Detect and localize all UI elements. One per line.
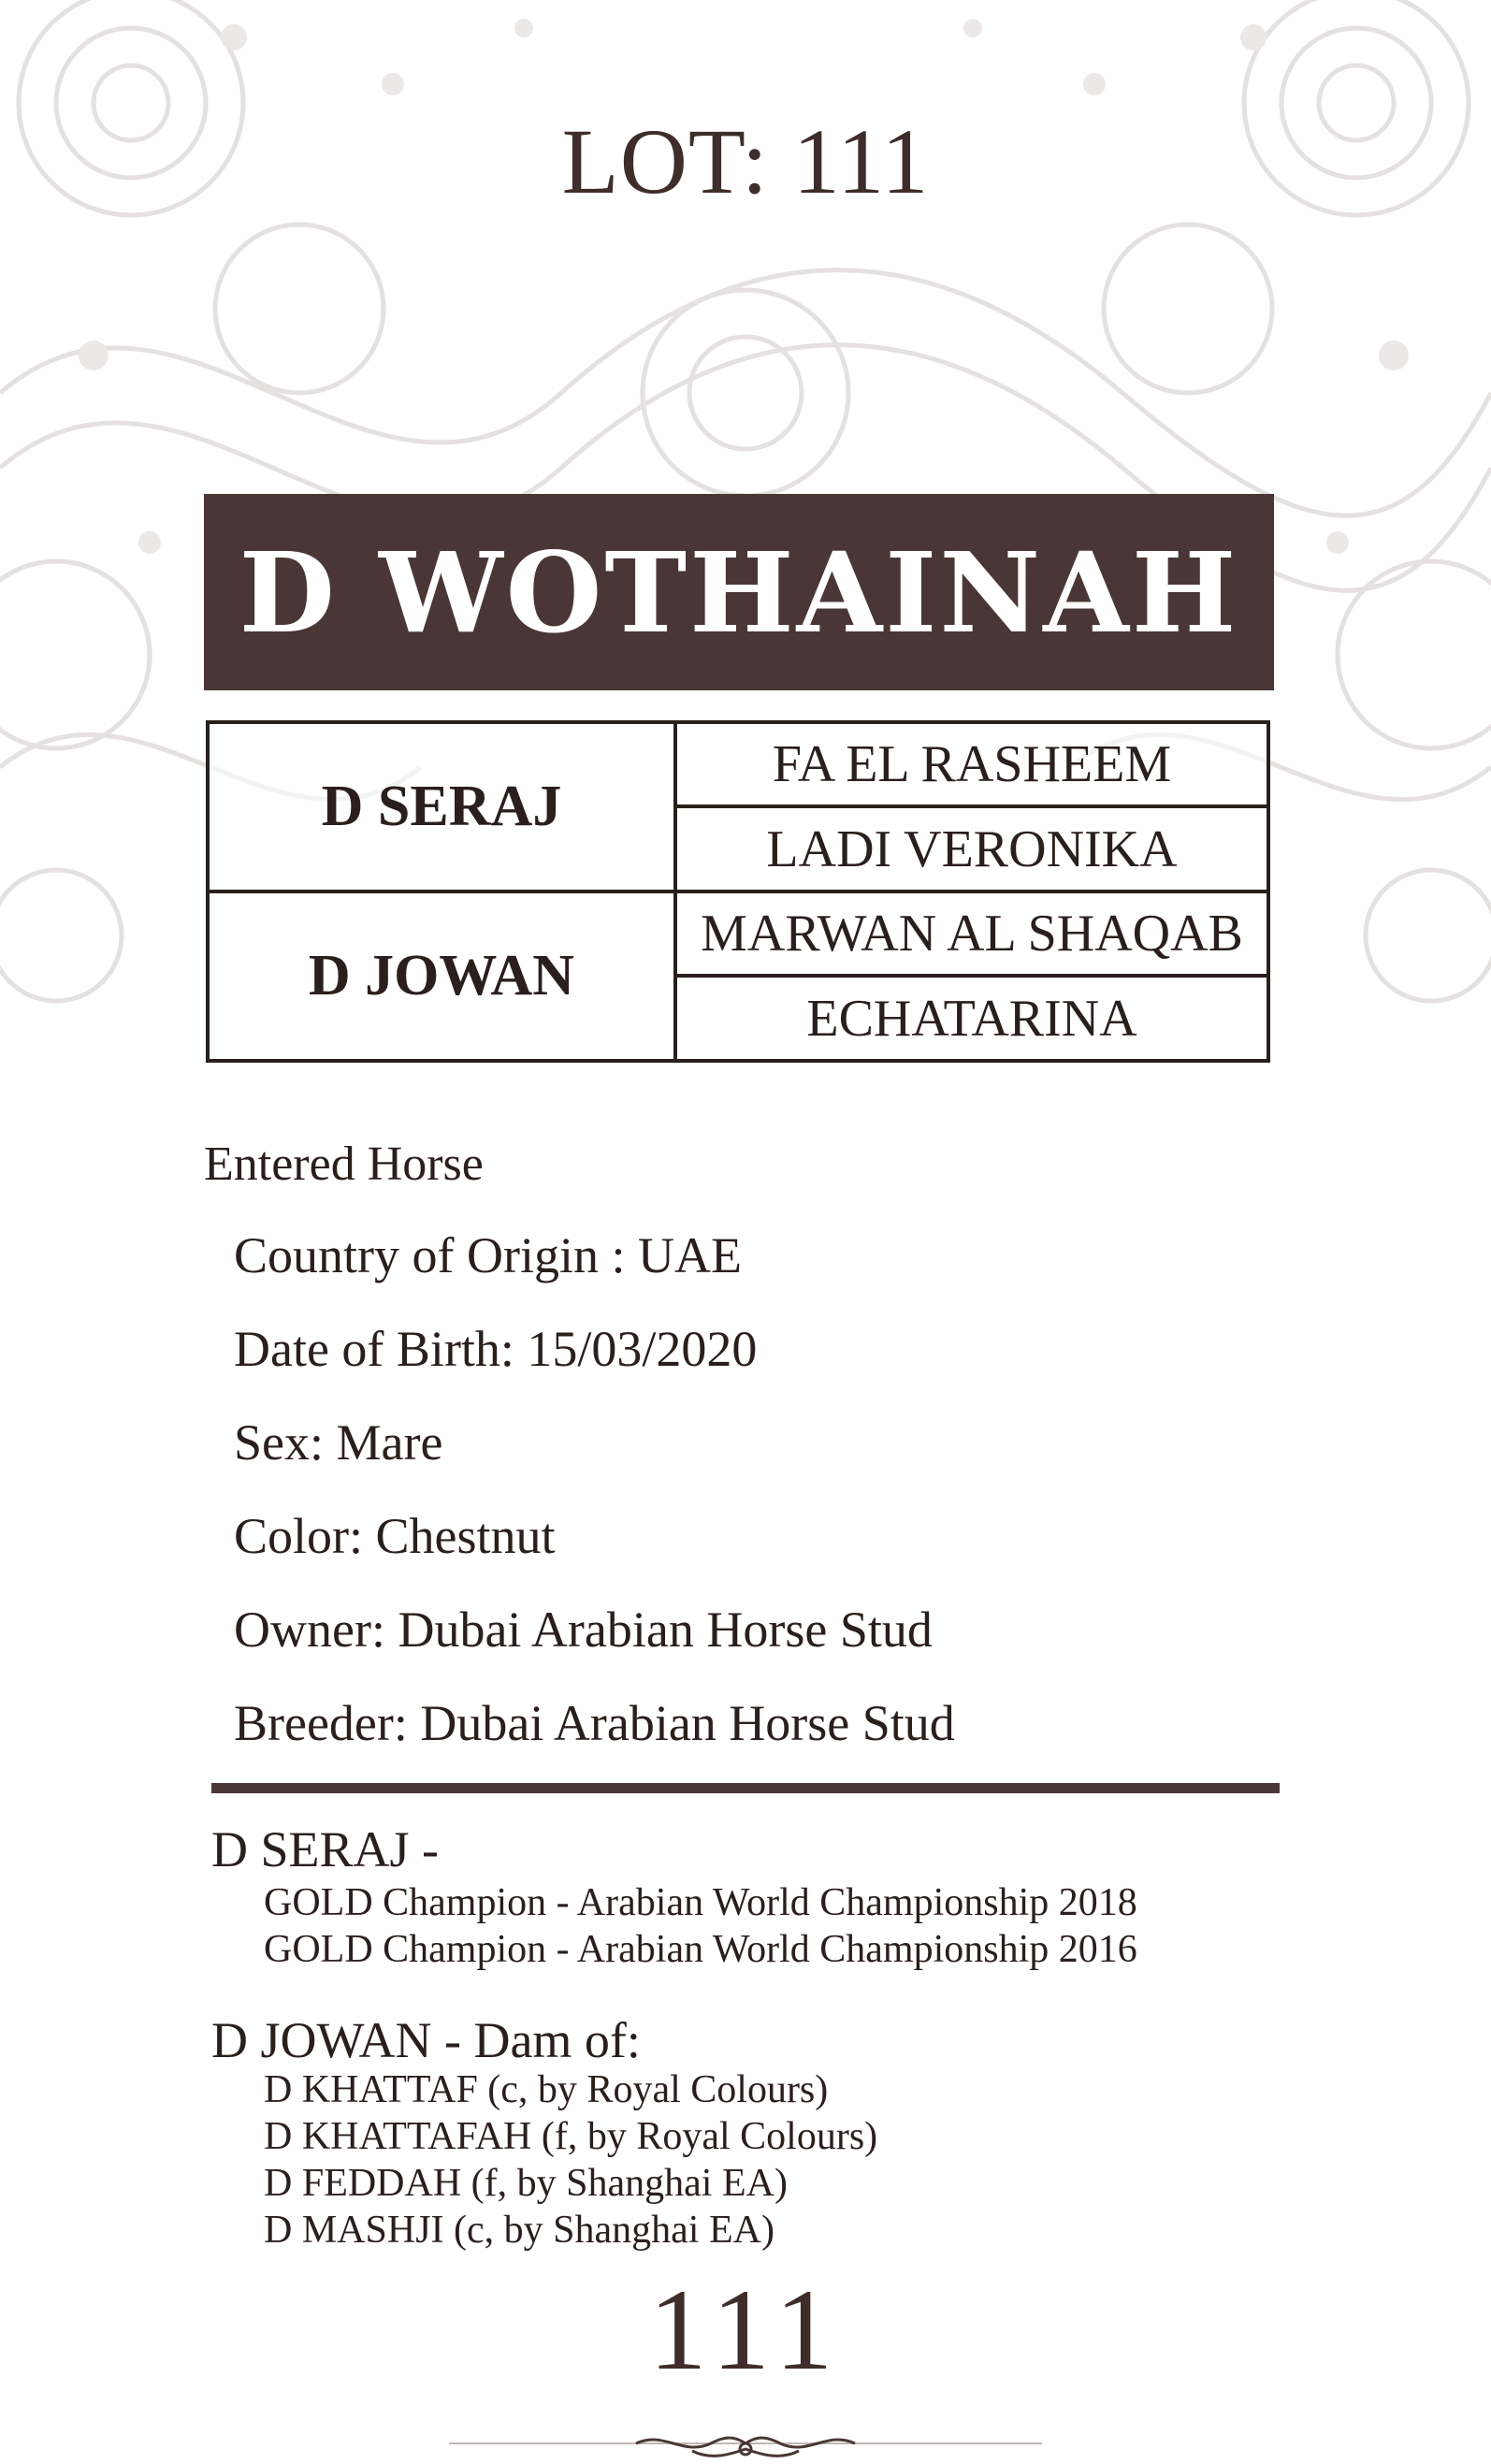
section-divider — [211, 1783, 1280, 1793]
page-number: 111 — [648, 2266, 843, 2394]
pedigree-sire-dam: LADI VERONIKA — [677, 808, 1267, 893]
color: Color: Chestnut — [234, 1508, 556, 1564]
dam-record-item: D FEDDAH (f, by Shanghai EA) — [264, 2162, 788, 2205]
lot-number-heading: LOT: 111 — [561, 109, 930, 213]
pedigree-table — [206, 720, 1270, 1063]
dam-record-item: D MASHJI (c, by Shanghai EA) — [264, 2209, 774, 2252]
pedigree-dam: D JOWAN — [210, 893, 677, 1059]
date-of-birth: Date of Birth: 15/03/2020 — [234, 1321, 758, 1377]
breeder: Breeder: Dubai Arabian Horse Stud — [234, 1695, 955, 1751]
sire-record-item: GOLD Champion - Arabian World Championship 2016 — [264, 1928, 1137, 1971]
pedigree-dam-dam: ECHATARINA — [806, 989, 1137, 1048]
dam-record-item: D KHATTAFAH (f, by Royal Colours) — [264, 2115, 878, 2158]
horse-details-list — [234, 1227, 955, 1789]
dam-record-item: D KHATTAF (c, by Royal Colours) — [264, 2068, 829, 2111]
dam-record-heading: D JOWAN - Dam of: — [211, 2012, 641, 2068]
country-of-origin: Country of Origin : UAE — [234, 1227, 742, 1283]
pedigree-sire: D SERAJ — [210, 724, 677, 893]
sex: Sex: Mare — [234, 1414, 443, 1471]
sire-record-item: GOLD Champion - Arabian World Championship 2018 — [264, 1881, 1137, 1924]
horse-name-banner — [204, 494, 1274, 690]
entered-horse-title: Entered Horse — [204, 1138, 484, 1191]
ornament-flourish-icon — [449, 2427, 1042, 2464]
owner: Owner: Dubai Arabian Horse Stud — [234, 1602, 933, 1658]
pedigree-dam-sire: MARWAN AL SHAQAB — [677, 893, 1267, 978]
sire-record-heading: D SERAJ - — [211, 1821, 440, 1877]
pedigree-sire-sire: FA EL RASHEEM — [677, 724, 1267, 808]
horse-name: D WOTHAINAH — [239, 527, 1239, 658]
